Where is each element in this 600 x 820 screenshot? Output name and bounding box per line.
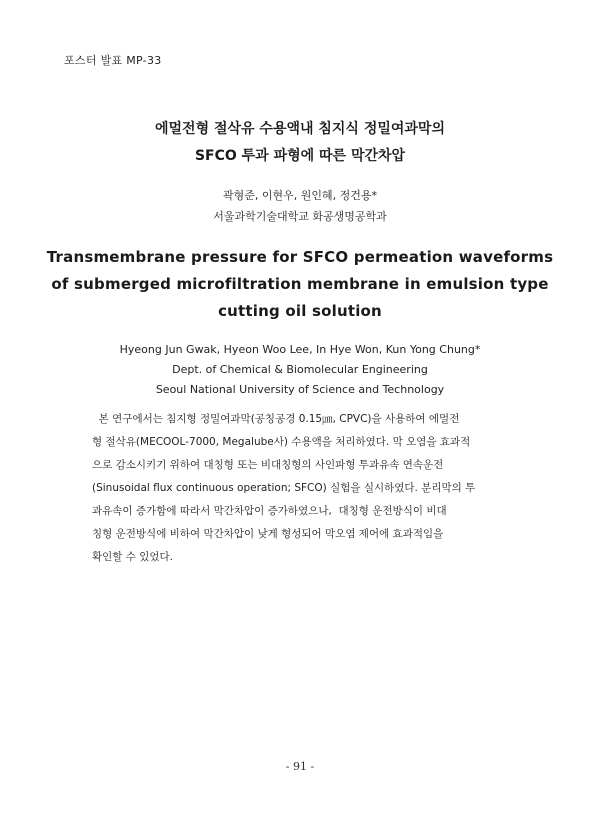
abstract-line: 확인할 수 있었다. — [92, 551, 174, 563]
korean-title-line: SFCO 투과 파형에 따른 막간차압 — [194, 148, 406, 164]
abstract-line: 으로 감소시키기 위하여 대칭형 또는 비대칭형의 사인파형 투과유속 연속운전 — [92, 459, 444, 471]
abstract-line: 칭형 운전방식에 비하여 막간차압이 낮게 형성되어 막오염 제어에 효과적임을 — [92, 528, 444, 540]
english-department: Dept. of Chemical & Biomolecular Engineering — [172, 363, 428, 376]
abstract-body — [92, 408, 509, 569]
abstract-line: 과유속이 증가함에 따라서 막간차압이 증가하였으나, 대칭형 운전방식이 비대 — [92, 505, 447, 517]
english-title-line: of submerged microfiltration membrane in emulsion type — [51, 275, 549, 293]
page-number: - 91 - — [285, 760, 315, 773]
korean-affiliation: 서울과학기술대학교 화공생명공학과 — [213, 210, 387, 223]
english-title — [0, 244, 600, 325]
abstract-line: 형 절삭유(MECOOL-7000, Megalube사) 수용액을 처리하였다. 막 오염을 효과적 — [92, 436, 471, 448]
korean-authors-block — [0, 185, 600, 227]
session-label: 포스터 발표 MP-33 — [64, 54, 162, 67]
english-authors: Hyeong Jun Gwak, Hyeon Woo Lee, In Hye Won, Kun Yong Chung* — [119, 343, 481, 356]
english-title-line: cutting oil solution — [218, 302, 382, 320]
english-authors-block — [0, 340, 600, 400]
english-title-line: Transmembrane pressure for SFCO permeation waveforms — [46, 248, 554, 266]
abstract-line: (Sinusoidal flux continuous operation; SFCO) 실험을 실시하였다. 분리막의 투 — [92, 482, 476, 494]
korean-authors: 곽형준, 이현우, 원인혜, 정건용* — [223, 189, 377, 202]
english-university: Seoul National University of Science and Technology — [155, 383, 445, 396]
korean-title-line: 에멀전형 절삭유 수용액내 침지식 정밀여과막의 — [155, 121, 445, 137]
korean-title — [0, 116, 600, 170]
abstract-line: 본 연구에서는 침지형 정밀여과막(공칭공경 0.15㎛, CPVC)을 사용하여 에멀전 — [92, 413, 460, 425]
